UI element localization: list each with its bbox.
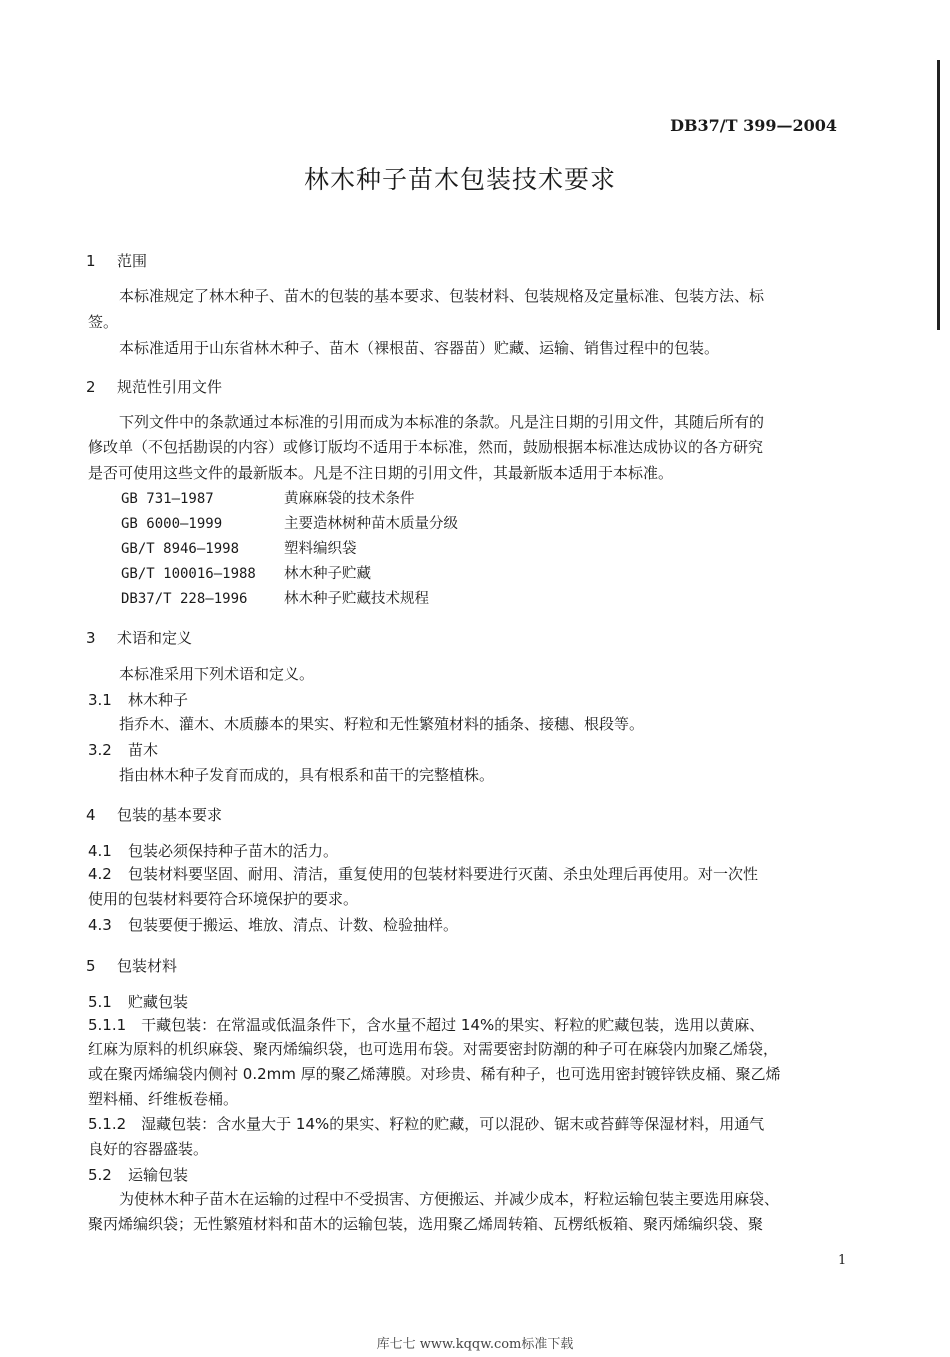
- paragraph-line: 使用的包装材料要符合环境保护的要求。: [88, 890, 359, 908]
- reference-title: 林木种子贮藏: [284, 566, 371, 582]
- subsection-title: 运输包装: [128, 1166, 189, 1184]
- reference-title: 黄麻麻袋的技术条件: [284, 491, 415, 507]
- reference-code: DB37/T 228—1996: [121, 591, 248, 607]
- subsection-heading: [88, 689, 188, 710]
- reference-code: GB/T 100016—1988: [121, 566, 256, 582]
- subsection-heading: [88, 1164, 188, 1185]
- scan-edge-mark: [937, 60, 940, 330]
- paragraph-line: 塑料桶、纤维板卷桶。: [88, 1090, 239, 1108]
- paragraph-line: 为使林木种子苗木在运输的过程中不受损害、方便搬运、并减少成本，籽粒运输包装主要选用麻袋、: [119, 1190, 780, 1208]
- reference-item: [121, 487, 415, 508]
- document-code: DB37/T 399—2004: [670, 116, 837, 135]
- section-3-heading: [86, 627, 192, 648]
- clause-number: 4.2: [88, 865, 112, 883]
- paragraph-line: 下列文件中的条款通过本标准的引用而成为本标准的条款。凡是注日期的引用文件，其随后所有的: [119, 413, 765, 431]
- reference-item: [121, 512, 458, 533]
- section-title: 包装材料: [117, 957, 178, 975]
- section-1-heading: [86, 250, 147, 271]
- subsection-title: 林木种子: [128, 691, 189, 709]
- subsection-number: 3.1: [88, 691, 112, 709]
- paragraph-line: 聚丙烯编织袋；无性繁殖材料和苗木的运输包装，选用聚乙烯周转箱、瓦楞纸板箱、聚丙烯编织袋、聚: [88, 1215, 764, 1233]
- page-number: 1: [838, 1253, 847, 1268]
- section-number: 2: [86, 378, 96, 396]
- clause-line: [88, 840, 338, 861]
- document-title: 林木种子苗木包装技术要求: [303, 165, 616, 194]
- paragraph-line: 指乔木、灌木、木质藤本的果实、籽粒和无性繁殖材料的插条、接穗、根段等。: [119, 715, 645, 733]
- reference-code: GB 6000—1999: [121, 516, 223, 532]
- subsection-number: 3.2: [88, 741, 112, 759]
- section-title: 术语和定义: [117, 629, 193, 647]
- subsection-title: 贮藏包装: [128, 993, 189, 1011]
- paragraph-line: 或在聚丙烯编袋内侧衬 0.2mm 厚的聚乙烯薄膜。对珍贵、稀有种子，也可选用密封镀锌铁皮桶、聚乙烯: [88, 1065, 781, 1083]
- clause-line: [88, 914, 458, 935]
- paragraph-line: 5.1.1 干藏包装：在常温或低温条件下，含水量不超过 14%的果实、籽粒的贮藏包装，选用以黄麻、: [88, 1016, 765, 1034]
- clause-number: 4.1: [88, 842, 112, 860]
- section-number: 1: [86, 252, 96, 270]
- clause-text: 包装必须保持种子苗木的活力。: [128, 842, 339, 860]
- paragraph-line: 良好的容器盛装。: [88, 1140, 209, 1158]
- clause-line: [88, 863, 758, 884]
- reference-title: 主要造林树种苗木质量分级: [284, 516, 458, 532]
- clause-number: 4.3: [88, 916, 112, 934]
- section-number: 3: [86, 629, 96, 647]
- reference-item: [121, 537, 357, 558]
- clause-text: 包装要便于搬运、堆放、清点、计数、检验抽样。: [128, 916, 459, 934]
- paragraph-line: 红麻为原料的机织麻袋、聚丙烯编织袋，也可选用布袋。对需要密封防潮的种子可在麻袋内加聚乙烯袋，: [88, 1040, 779, 1058]
- section-number: 4: [86, 806, 96, 824]
- subsection-number: 5.2: [88, 1166, 112, 1184]
- subsection-heading: [88, 739, 158, 760]
- paragraph-line: 修改单（不包括勘误的内容）或修订版均不适用于本标准，然而，鼓励根据本标准达成协议的各方研究: [88, 438, 764, 456]
- paragraph-line: 本标准适用于山东省林木种子、苗木（裸根苗、容器苗）贮藏、运输、销售过程中的包装。: [119, 339, 720, 357]
- subsection-number: 5.1: [88, 993, 112, 1011]
- section-title: 包装的基本要求: [117, 806, 223, 824]
- watermark-footer: 库七七 www.kqqw.com标准下载: [376, 1337, 574, 1352]
- reference-title: 林木种子贮藏技术规程: [284, 591, 429, 607]
- paragraph-line: 5.1.2 湿藏包装：含水量大于 14%的果实、籽粒的贮藏，可以混砂、锯末或苔藓等保湿材料，用通气: [88, 1115, 765, 1133]
- section-5-heading: [86, 955, 177, 976]
- paragraph-line: 指由林木种子发育而成的，具有根系和苗干的完整植株。: [119, 766, 495, 784]
- reference-item: [121, 562, 371, 583]
- paragraph-line: 本标准采用下列术语和定义。: [119, 665, 315, 683]
- subsection-heading: [88, 991, 188, 1012]
- paragraph-line: 是否可使用这些文件的最新版本。凡是不注日期的引用文件，其最新版本适用于本标准。: [88, 464, 674, 482]
- reference-title: 塑料编织袋: [284, 541, 357, 557]
- reference-item: [121, 587, 429, 608]
- paragraph-line: 本标准规定了林木种子、苗木的包装的基本要求、包装材料、包装规格及定量标准、包装方法、标: [119, 287, 765, 305]
- subsection-title: 苗木: [128, 741, 159, 759]
- section-number: 5: [86, 957, 96, 975]
- reference-code: GB 731—1987: [121, 491, 214, 507]
- section-title: 范围: [117, 252, 148, 270]
- clause-text: 包装材料要坚固、耐用、清洁，重复使用的包装材料要进行灭菌、杀虫处理后再使用。对一次性: [128, 865, 759, 883]
- paragraph-line: 签。: [88, 313, 119, 331]
- section-4-heading: [86, 804, 222, 825]
- section-title: 规范性引用文件: [117, 378, 223, 396]
- section-2-heading: [86, 376, 222, 397]
- reference-code: GB/T 8946—1998: [121, 541, 240, 557]
